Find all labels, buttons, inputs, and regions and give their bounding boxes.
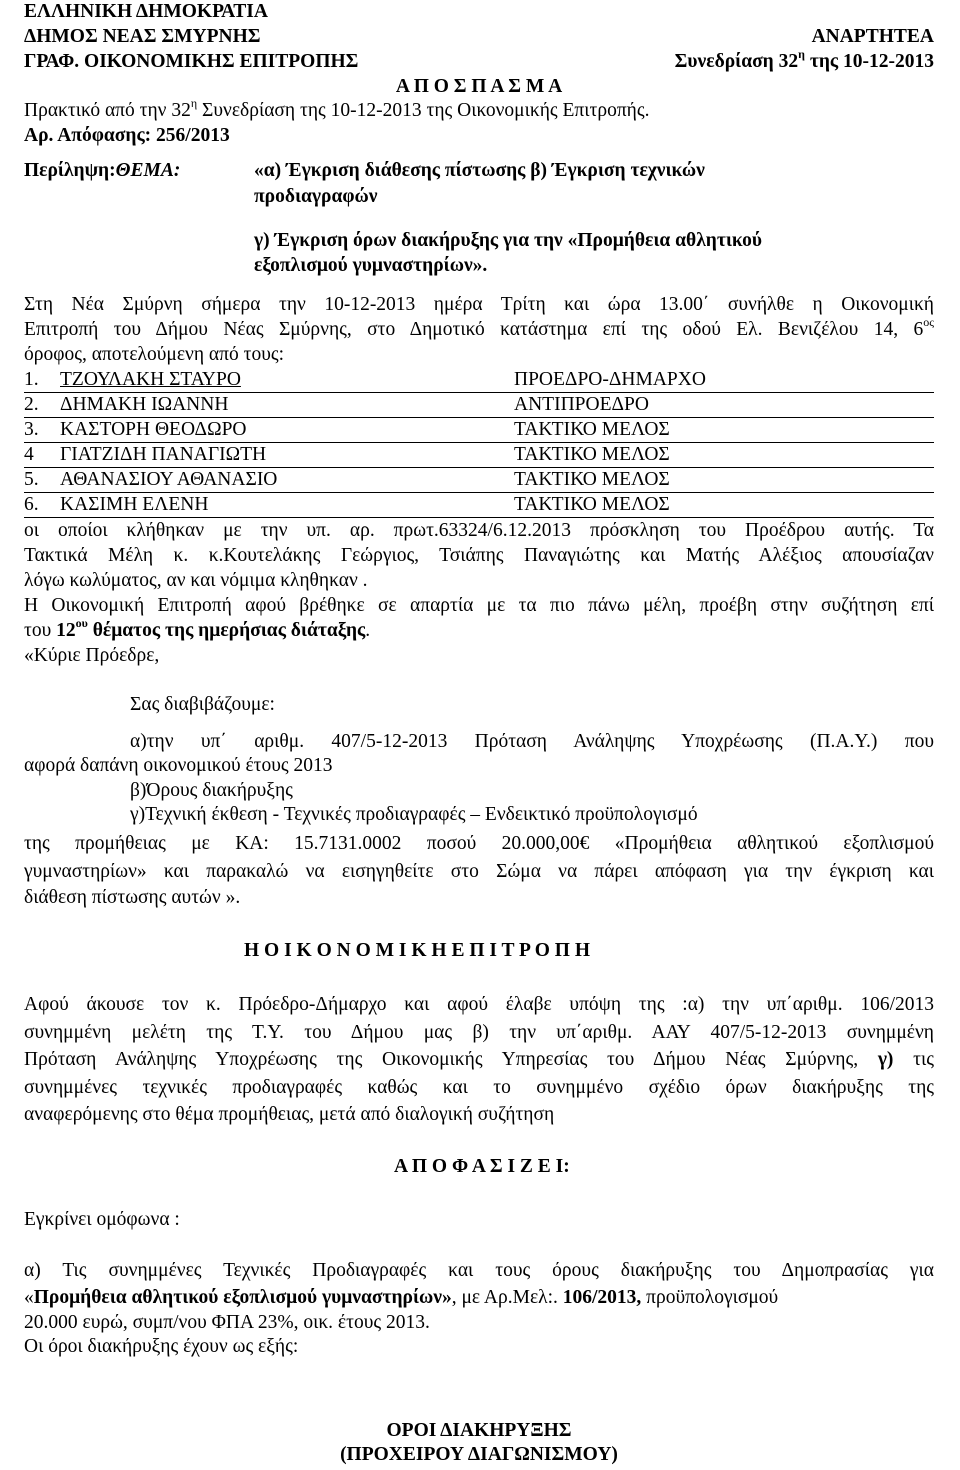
member-row xyxy=(24,418,934,443)
minutes-line: Πρακτικό από την $32^\eta$ Συνεδρίαση της 10-12-2013 της Οικονομικής Επιτροπής. xyxy=(24,96,650,121)
member-name: ΚΑΣΤΟΡΗ ΘΕΟΔΩΡΟ xyxy=(60,419,247,440)
proposal-line-3: διάθεση πίστωσης αυτών ». xyxy=(24,887,241,908)
session-heading: Συνεδρίαση $32^\eta$ της 10-12-2013 xyxy=(674,47,934,72)
member-number: 1. xyxy=(24,369,39,390)
member-number: 3. xyxy=(24,419,39,440)
posting-tag: ΑΝΑΡΤΗΤΕΑ xyxy=(811,26,934,47)
subject-c: γ) Έγκριση όρων διακήρυξης για την «Προμήθεια αθλητικού xyxy=(254,230,763,251)
member-role: ΤΑΚΤΙΚΟ ΜΕΛΟΣ xyxy=(514,444,670,465)
approval-line-2: «Προμήθεια αθλητικού εξοπλισμού γυμναστηρίων», με Αρ.Μελ:. 106/2013, προϋπολογισμού xyxy=(24,1287,779,1308)
consideration-line-3: Πρόταση Ανάληψης Υποχρέωσης της Οικονομικής Υπηρεσίας του Δήμου Νέας Σμύρνης, γ) τις xyxy=(24,1049,934,1070)
member-row xyxy=(24,393,934,418)
member-role: ΑΝΤΙΠΡΟΕΔΡΟ xyxy=(514,394,649,415)
member-row xyxy=(24,468,934,493)
member-name: ΚΑΣΙΜΗ ΕΛΕΝΗ xyxy=(60,494,209,515)
republic-heading: ΕΛΛΗΝΙΚΗ ΔΗΜΟΚΡΑΤΙΑ xyxy=(24,1,268,22)
approval-line-3: 20.000 ευρώ, συμπ/νου ΦΠΑ 23%, οικ. έτους 2013. xyxy=(24,1312,430,1333)
member-role: ΠΡΟΕΔΡΟ-ΔΗΜΑΡΧΟ xyxy=(514,369,706,390)
subject-c-cont: εξοπλισμού γυμναστηρίων». xyxy=(254,255,488,276)
proposal-item-a-cont: αφορά δαπάνη οικονομικού έτους 2013 xyxy=(24,755,333,776)
approval-unanimous: Εγκρίνει ομόφωνα : xyxy=(24,1209,180,1230)
committee-heading: Η Ο Ι Κ Ο Ν Ο Μ Ι Κ Η Ε Π Ι Τ Ρ Ο Π Η xyxy=(244,940,590,961)
member-number: 6. xyxy=(24,494,39,515)
member-role: ΤΑΚΤΙΚΟ ΜΕΛΟΣ xyxy=(514,469,670,490)
quorum-line-2: του $12^{o\upsilon}$ θέματος της ημερήσιας διάταξης. xyxy=(24,616,371,641)
member-row xyxy=(24,493,934,518)
member-row xyxy=(24,443,934,468)
member-number: 5. xyxy=(24,469,39,490)
approval-line-1: α) Τις συνημμένες Τεχνικές Προδιαγραφές και τους όρους διακήρυξης του Δημοπρασίας για xyxy=(24,1260,934,1281)
proposal-item-a: α)την υπ΄ αριθμ. 407/5-12-2013 Πρόταση Ανάληψης Υποχρέωσης (Π.Α.Υ.) που xyxy=(130,731,934,752)
summary-label: Περίληψη:ΘΕΜΑ: xyxy=(24,160,181,181)
member-name: ΔΗΜΑΚΗ ΙΩΑΝΝΗ xyxy=(60,394,229,415)
member-name: ΓΙΑΤΖΙΔΗ ΠΑΝΑΓΙΩΤΗ xyxy=(60,444,267,465)
consideration-line-2: συνημμένη μελέτη της Τ.Υ. του Δήμου μας β) την υπ΄αριθμ. ΑΑΥ 407/5-12-2013 συνημμένη xyxy=(24,1022,934,1043)
consideration-line-4: συνημμένες τεχνικές προδιαγραφές καθώς και το συνημμένο σχέδιο όρων διακήρυξης της xyxy=(24,1077,934,1098)
proposal-line-1: της προμήθειας με ΚΑ: 15.7131.0002 ποσού 20.000,00€ «Προμήθεια αθλητικού εξοπλισμού xyxy=(24,833,934,854)
member-role: ΤΑΚΤΙΚΟ ΜΕΛΟΣ xyxy=(514,494,670,515)
proposal-forward: Σας διαβιβάζουμε: xyxy=(130,694,275,715)
attendance-line-1: οι οποίοι κλήθηκαν με την υπ. αρ. πρωτ.63324/6.12.2013 πρόσκληση του Προέδρου αυτής. Τα xyxy=(24,520,934,541)
proposal-salutation: «Κύριε Πρόεδρε, xyxy=(24,645,160,666)
member-role: ΤΑΚΤΙΚΟ ΜΕΛΟΣ xyxy=(514,419,670,440)
attendance-line-2: Τακτικά Μέλη κ. κ.Κουτελάκης Γεώργιος, Τσιάπης Παναγιώτης και Ματής Αλέξιος απουσίαζαν xyxy=(24,545,934,566)
meeting-line-2: Επιτροπή του Δήμου Νέας Σμύρνης, στο Δημοτικό κατάστημα επί της οδού Ελ. Βενιζέλου 14, $6^{o\varsigma}$ xyxy=(24,315,934,340)
member-name: ΑΘΑΝΑΣΙΟΥ ΑΘΑΝΑΣΙΟ xyxy=(60,469,278,490)
quorum-line-1: Η Οικονομική Επιτροπή αφού βρέθηκε σε απαρτία με τα πιο πάνω μέλη, προέβη στην συζήτηση επί xyxy=(24,595,934,616)
consideration-line-5: αναφερόμενης στο θέμα προμήθειας, μετά από διαλογική συζήτηση xyxy=(24,1104,555,1125)
subject-ab: «α) Έγκριση διάθεσης πίστωσης β) Έγκριση τεχνικών xyxy=(254,160,705,181)
municipality-heading: ΔΗΜΟΣ ΝΕΑΣ ΣΜΥΡΝΗΣ xyxy=(24,26,261,47)
office-heading: ΓΡΑΦ. ΟΙΚΟΝΟΜΙΚΗΣ ΕΠΙΤΡΟΠΗΣ xyxy=(24,51,359,72)
subject-ab-cont: προδιαγραφών xyxy=(254,186,378,207)
member-number: 2. xyxy=(24,394,39,415)
member-row xyxy=(24,368,934,393)
extract-title: Α Π Ο Σ Π Α Σ Μ Α xyxy=(395,76,563,97)
decides-heading: Α Π Ο Φ Α Σ Ι Ζ Ε Ι: xyxy=(394,1156,570,1177)
terms-intro: Οι όροι διακήρυξης έχουν ως εξής: xyxy=(24,1336,299,1357)
terms-heading: ΟΡΟΙ ΔΙΑΚΗΡΥΞΗΣ xyxy=(386,1420,572,1441)
proposal-item-b: β)Όρους διακήρυξης xyxy=(130,780,293,801)
proposal-item-c: γ)Τεχνική έκθεση - Τεχνικές προδιαγραφές – Ενδεικτικό προϋπολογισμό xyxy=(130,804,698,825)
consideration-line-1: Αφού άκουσε τον κ. Πρόεδρο-Δήμαρχο και αφού έλαβε υπόψη της :α) την υπ΄αριθμ. 106/2013 xyxy=(24,994,934,1015)
attendance-line-3: λόγω κωλύματος, αν και νόμιμα κληθηκαν . xyxy=(24,570,368,591)
decision-number: Αρ. Απόφασης: 256/2013 xyxy=(24,125,230,146)
meeting-line-1: Στη Νέα Σμύρνη σήμερα την 10-12-2013 ημέρα Τρίτη και ώρα 13.00΄ συνήλθε η Οικονομική xyxy=(24,294,934,315)
meeting-line-3: όροφος, αποτελούμενη από τους: xyxy=(24,344,285,365)
member-name: ΤΖΟΥΛΑΚΗ ΣΤΑΥΡΟ xyxy=(60,369,241,390)
member-number: 4 xyxy=(24,444,34,465)
terms-subheading: (ΠΡΟΧΕΙΡΟΥ ΔΙΑΓΩΝΙΣΜΟΥ) xyxy=(340,1444,618,1465)
proposal-line-2: γυμναστηρίων» και παρακαλώ να εισηγηθείτε στο Σώμα να πάρει απόφαση για την έγκριση και xyxy=(24,861,934,882)
